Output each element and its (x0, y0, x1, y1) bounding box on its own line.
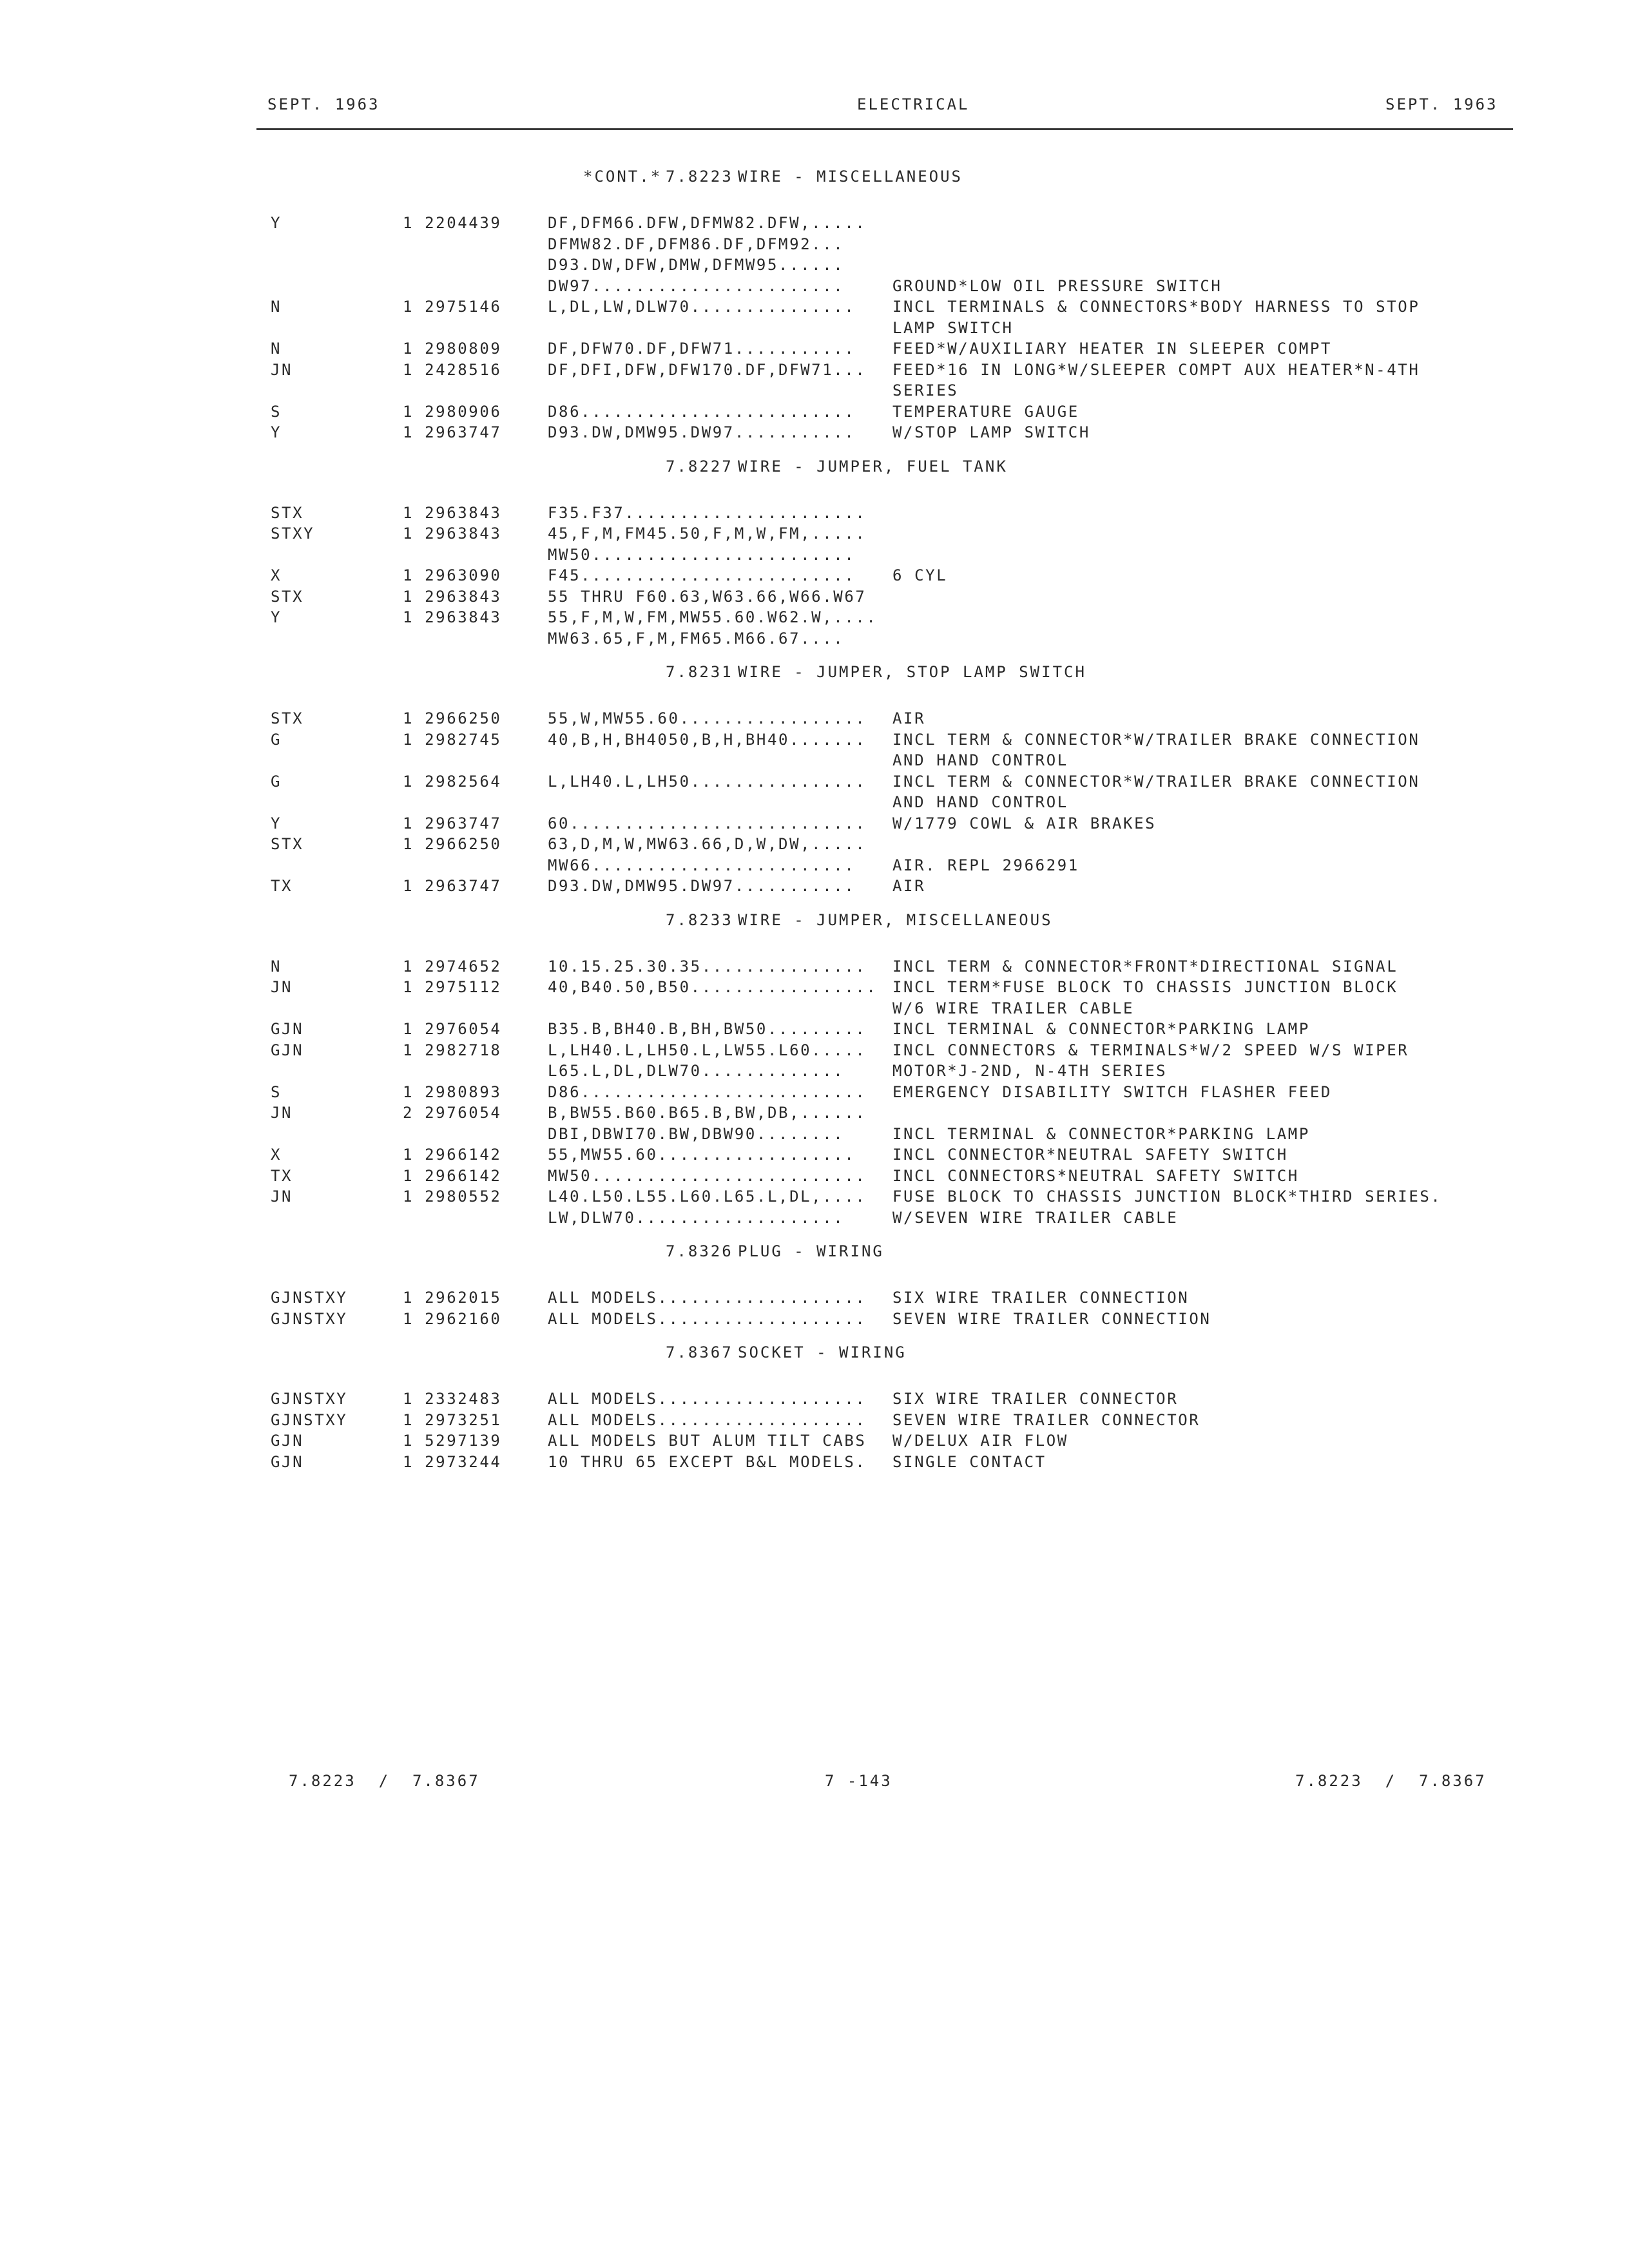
header-date-right: SEPT. 1963 (1385, 95, 1498, 113)
model-list: DF,DFW70.DF,DFW71........... (548, 340, 856, 358)
section-number: 7.8227 (666, 457, 733, 476)
model-list: L65.L,DL,DLW70............. (548, 1062, 845, 1080)
parts-row (0, 544, 1629, 566)
part-number: 1 2982745 (403, 730, 502, 749)
part-description: FEED*W/AUXILIARY HEATER IN SLEEPER COMPT (892, 340, 1332, 358)
section-title: PLUG - WIRING (738, 1242, 884, 1260)
series-code: STXY (271, 524, 315, 543)
catalog-section (0, 1343, 1629, 1480)
section-title: WIRE - JUMPER, MISCELLANEOUS (738, 910, 1053, 929)
section-number: 7.8326 (666, 1242, 733, 1260)
part-number: 1 2976054 (403, 1020, 502, 1038)
parts-row (0, 1144, 1629, 1166)
section-heading (0, 1242, 1629, 1273)
series-code: G (271, 772, 282, 791)
parts-row (0, 276, 1629, 297)
parts-row (0, 1452, 1629, 1473)
parts-row (0, 360, 1629, 381)
parts-row (0, 234, 1629, 255)
model-list: L40.L50.L55.L60.L65.L,DL,.... (548, 1187, 867, 1206)
parts-row (0, 998, 1629, 1019)
parts-row (0, 338, 1629, 360)
section-title: WIRE - MISCELLANEOUS (738, 168, 963, 186)
part-number: 1 2982564 (403, 772, 502, 791)
part-description: W/1779 COWL & AIR BRAKES (892, 814, 1157, 832)
parts-row (0, 750, 1629, 771)
parts-row (0, 255, 1629, 276)
model-list: L,LH40.L,LH50................ (548, 772, 867, 791)
parts-row (0, 422, 1629, 443)
series-code: JN (271, 360, 293, 379)
series-code: GJN (271, 1020, 304, 1038)
section-heading (0, 168, 1629, 198)
section-heading (0, 911, 1629, 942)
part-number: 1 2963090 (403, 566, 502, 584)
series-code: STX (271, 503, 304, 522)
parts-row (0, 956, 1629, 977)
header-rule (256, 128, 1513, 130)
part-number: 1 2980552 (403, 1187, 502, 1206)
part-number: 1 2963747 (403, 814, 502, 832)
model-list: D93.DW,DMW95.DW97........... (548, 877, 856, 895)
parts-row (0, 523, 1629, 544)
model-list: ALL MODELS................... (548, 1289, 867, 1307)
part-description: W/SEVEN WIRE TRAILER CABLE (892, 1208, 1179, 1227)
parts-row (0, 834, 1629, 855)
part-description: EMERGENCY DISABILITY SWITCH FLASHER FEED (892, 1082, 1332, 1101)
model-list: ALL MODELS................... (548, 1410, 867, 1429)
part-description: INCL TERMINAL & CONNECTOR*PARKING LAMP (892, 1020, 1310, 1038)
model-list: MW50......................... (548, 1166, 867, 1185)
series-code: X (271, 566, 282, 584)
model-list: 55,F,M,W,FM,MW55.60.W62.W,.... (548, 608, 878, 626)
part-description: AIR (892, 709, 926, 727)
model-list: DF,DFM66.DFW,DFMW82.DFW,..... (548, 214, 867, 232)
parts-row (0, 213, 1629, 234)
series-code: GJNSTXY (271, 1390, 348, 1408)
model-list: DF,DFI,DFW,DFW170.DF,DFW71... (548, 360, 867, 379)
catalog-section (0, 168, 1629, 451)
model-list: 10 THRU 65 EXCEPT B&L MODELS. (548, 1452, 867, 1471)
parts-row (0, 503, 1629, 524)
part-number: 1 2980893 (403, 1082, 502, 1101)
model-list: L,LH40.L,LH50.L,LW55.L60..... (548, 1041, 867, 1059)
series-code: Y (271, 214, 282, 232)
part-description: SERIES (892, 381, 959, 399)
series-code: X (271, 1146, 282, 1164)
model-list: B35.B,BH40.B,BH,BW50......... (548, 1020, 867, 1038)
model-list: 63,D,M,W,MW63.66,D,W,DW,..... (548, 835, 867, 853)
parts-row (0, 401, 1629, 423)
parts-row (0, 586, 1629, 608)
part-number: 1 2963747 (403, 877, 502, 895)
part-number: 2 2976054 (403, 1104, 502, 1122)
parts-row (0, 1186, 1629, 1207)
header-date-left: SEPT. 1963 (267, 95, 380, 113)
header-section-title: ELECTRICAL (857, 95, 970, 113)
model-list: 60........................... (548, 814, 867, 832)
model-list: 40,B40.50,B50................. (548, 978, 878, 996)
parts-row (0, 1124, 1629, 1145)
part-number: 1 2963843 (403, 608, 502, 626)
part-description: INCL TERMINAL & CONNECTOR*PARKING LAMP (892, 1124, 1310, 1143)
parts-row (0, 1389, 1629, 1410)
part-description: 6 CYL (892, 566, 948, 584)
part-description: AND HAND CONTROL (892, 793, 1068, 811)
parts-row (0, 1410, 1629, 1431)
model-list: 55,MW55.60.................. (548, 1146, 856, 1164)
part-number: 1 5297139 (403, 1432, 502, 1450)
catalog-section (0, 663, 1629, 905)
model-list: 55,W,MW55.60................. (548, 709, 867, 727)
series-code: G (271, 730, 282, 749)
model-list: B,BW55.B60.B65.B,BW,DB,...... (548, 1104, 867, 1122)
model-list: LW,DLW70................... (548, 1208, 845, 1227)
part-description: LAMP SWITCH (892, 318, 1014, 337)
footer-page-number: 7 -143 (825, 1772, 892, 1790)
part-number: 1 2966142 (403, 1166, 502, 1185)
parts-row (0, 855, 1629, 876)
section-title: SOCKET - WIRING (738, 1343, 907, 1361)
series-code: TX (271, 1166, 293, 1185)
section-heading (0, 663, 1629, 694)
model-list: MW63.65,F,M,FM65.M66.67.... (548, 629, 845, 648)
part-number: 1 2973244 (403, 1452, 502, 1471)
section-title: WIRE - JUMPER, STOP LAMP SWITCH (738, 663, 1086, 681)
series-code: GJNSTXY (271, 1410, 348, 1429)
model-list: MW50........................ (548, 545, 856, 564)
section-number: 7.8223 (666, 168, 733, 186)
catalog-section (0, 911, 1629, 1236)
series-code: Y (271, 608, 282, 626)
model-list: D86.......................... (548, 1082, 867, 1101)
parts-row (0, 1287, 1629, 1309)
part-description: W/6 WIRE TRAILER CABLE (892, 999, 1135, 1017)
parts-row (0, 607, 1629, 628)
section-number: 7.8367 (666, 1343, 733, 1361)
section-number: 7.8233 (666, 910, 733, 929)
model-list: L,DL,LW,DLW70............... (548, 298, 856, 316)
part-number: 1 2962015 (403, 1289, 502, 1307)
part-number: 1 2966250 (403, 835, 502, 853)
section-heading (0, 1343, 1629, 1374)
series-code: Y (271, 423, 282, 441)
series-code: N (271, 340, 282, 358)
model-list: D93.DW,DMW95.DW97........... (548, 423, 856, 441)
section-heading (0, 457, 1629, 488)
parts-row (0, 1061, 1629, 1082)
parts-row (0, 977, 1629, 998)
series-code: STX (271, 709, 304, 727)
part-number: 1 2966142 (403, 1146, 502, 1164)
part-description: TEMPERATURE GAUGE (892, 402, 1079, 421)
series-code: S (271, 402, 282, 421)
series-code: STX (271, 835, 304, 853)
part-description: INCL TERM & CONNECTOR*FRONT*DIRECTIONAL SIGNAL (892, 957, 1398, 975)
model-list: MW66........................ (548, 856, 856, 874)
part-description: INCL TERM*FUSE BLOCK TO CHASSIS JUNCTION BLOCK (892, 978, 1398, 996)
part-description: AND HAND CONTROL (892, 751, 1068, 769)
catalog-section (0, 1242, 1629, 1337)
series-code: GJN (271, 1432, 304, 1450)
series-code: TX (271, 877, 293, 895)
part-description: AIR (892, 877, 926, 895)
series-code: JN (271, 1104, 293, 1122)
part-number: 1 2963843 (403, 587, 502, 606)
parts-row (0, 771, 1629, 793)
part-description: MOTOR*J-2ND, N-4TH SERIES (892, 1062, 1168, 1080)
model-list: DW97....................... (548, 276, 845, 295)
part-number: 1 2980906 (403, 402, 502, 421)
model-list: 45,F,M,FM45.50,F,M,W,FM,..... (548, 524, 867, 543)
part-description: INCL TERM & CONNECTOR*W/TRAILER BRAKE CONNECTION (892, 730, 1420, 749)
parts-row (0, 792, 1629, 813)
model-list: DFMW82.DF,DFM86.DF,DFM92... (548, 235, 845, 253)
series-code: S (271, 1082, 282, 1101)
part-description: FUSE BLOCK TO CHASSIS JUNCTION BLOCK*THIRD SERIES. (892, 1187, 1442, 1206)
part-number: 1 2204439 (403, 214, 502, 232)
model-list: 10.15.25.30.35............... (548, 957, 867, 975)
parts-row (0, 296, 1629, 318)
part-number: 1 2332483 (403, 1390, 502, 1408)
part-number: 1 2966250 (403, 709, 502, 727)
part-number: 1 2428516 (403, 360, 502, 379)
part-description: FEED*16 IN LONG*W/SLEEPER COMPT AUX HEATER*N-4TH (892, 360, 1420, 379)
parts-row (0, 318, 1629, 339)
part-description: INCL CONNECTORS & TERMINALS*W/2 SPEED W/S WIPER (892, 1041, 1409, 1059)
parts-row (0, 708, 1629, 729)
section-title: WIRE - JUMPER, FUEL TANK (738, 457, 1008, 476)
model-list: DBI,DBWI70.BW,DBW90........ (548, 1124, 845, 1143)
part-number: 1 2962160 (403, 1309, 502, 1328)
section-continued-marker: *CONT.* (583, 168, 662, 186)
part-description: INCL TERMINALS & CONNECTORS*BODY HARNESS TO STOP (892, 298, 1420, 316)
series-code: Y (271, 814, 282, 832)
parts-row (0, 729, 1629, 751)
parts-row (0, 565, 1629, 586)
part-description: AIR. REPL 2966291 (892, 856, 1079, 874)
parts-row (0, 813, 1629, 834)
part-number: 1 2974652 (403, 957, 502, 975)
footer-range-left: 7.8223 / 7.8367 (289, 1772, 480, 1790)
part-description: INCL TERM & CONNECTOR*W/TRAILER BRAKE CONNECTION (892, 772, 1420, 791)
part-number: 1 2975112 (403, 978, 502, 996)
parts-row (0, 1040, 1629, 1061)
series-code: GJNSTXY (271, 1289, 348, 1307)
series-code: JN (271, 978, 293, 996)
model-list: D93.DW,DFW,DMW,DFMW95...... (548, 256, 845, 274)
series-code: GJNSTXY (271, 1309, 348, 1328)
parts-list (0, 161, 1629, 1480)
part-description: W/DELUX AIR FLOW (892, 1432, 1068, 1450)
part-description: INCL CONNECTOR*NEUTRAL SAFETY SWITCH (892, 1146, 1288, 1164)
parts-row (0, 1207, 1629, 1229)
model-list: ALL MODELS................... (548, 1390, 867, 1408)
part-number: 1 2982718 (403, 1041, 502, 1059)
series-code: STX (271, 587, 304, 606)
part-description: SIX WIRE TRAILER CONNECTOR (892, 1390, 1179, 1408)
series-code: GJN (271, 1041, 304, 1059)
part-number: 1 2963843 (403, 524, 502, 543)
series-code: N (271, 298, 282, 316)
part-description: SINGLE CONTACT (892, 1452, 1046, 1471)
parts-row (0, 628, 1629, 649)
part-number: 1 2975146 (403, 298, 502, 316)
catalog-section (0, 457, 1629, 657)
part-number: 1 2963843 (403, 503, 502, 522)
model-list: F45......................... (548, 566, 856, 584)
part-description: INCL CONNECTORS*NEUTRAL SAFETY SWITCH (892, 1166, 1299, 1185)
parts-row (0, 1082, 1629, 1103)
model-list: 40,B,H,BH4050,B,H,BH40....... (548, 730, 867, 749)
model-list: D86......................... (548, 402, 856, 421)
part-description: SEVEN WIRE TRAILER CONNECTION (892, 1309, 1211, 1328)
part-description: GROUND*LOW OIL PRESSURE SWITCH (892, 276, 1222, 295)
part-description: W/STOP LAMP SWITCH (892, 423, 1090, 441)
section-number: 7.8231 (666, 663, 733, 681)
parts-row (0, 1430, 1629, 1452)
part-description: SIX WIRE TRAILER CONNECTION (892, 1289, 1190, 1307)
parts-row (0, 1309, 1629, 1330)
part-number: 1 2963747 (403, 423, 502, 441)
model-list: F35.F37...................... (548, 503, 867, 522)
series-code: JN (271, 1187, 293, 1206)
series-code: GJN (271, 1452, 304, 1471)
series-code: N (271, 957, 282, 975)
parts-row (0, 1166, 1629, 1187)
footer-range-right: 7.8223 / 7.8367 (1295, 1772, 1487, 1790)
parts-row (0, 380, 1629, 401)
model-list: 55 THRU F60.63,W63.66,W66.W67 (548, 587, 867, 606)
parts-row (0, 1019, 1629, 1040)
part-description: SEVEN WIRE TRAILER CONNECTOR (892, 1410, 1200, 1429)
model-list: ALL MODELS................... (548, 1309, 867, 1328)
part-number: 1 2973251 (403, 1410, 502, 1429)
parts-row (0, 1102, 1629, 1124)
part-number: 1 2980809 (403, 340, 502, 358)
model-list: ALL MODELS BUT ALUM TILT CABS (548, 1432, 867, 1450)
parts-row (0, 876, 1629, 897)
